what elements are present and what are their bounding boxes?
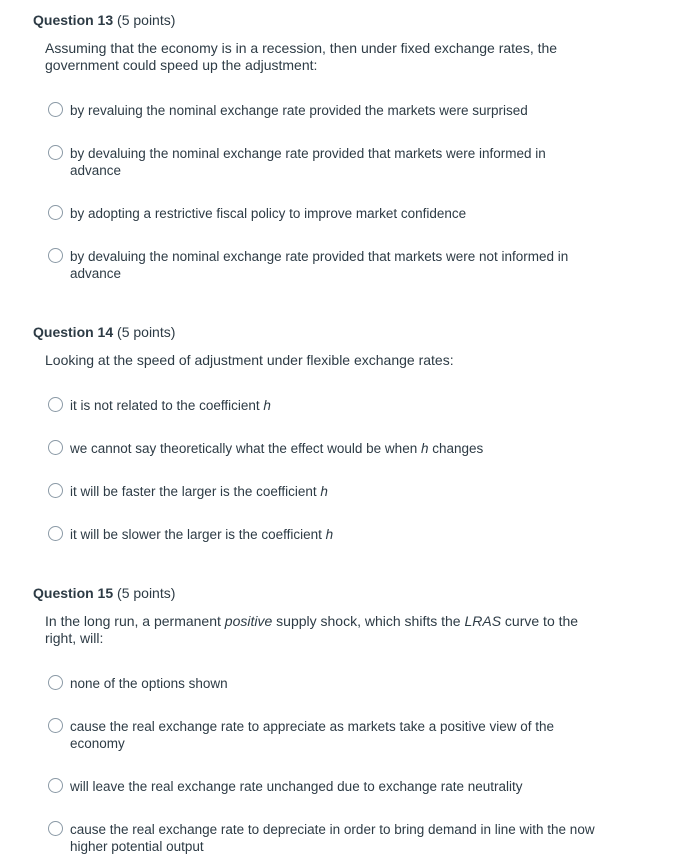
answer-label[interactable]: will leave the real exchange rate unchanged due to exchange rate neutrality: [70, 779, 523, 794]
question-number: Question 13: [33, 12, 114, 28]
radio-button[interactable]: [48, 397, 63, 412]
answer-label[interactable]: cause the real exchange rate to appreciate as markets take a positive view of the economy: [70, 719, 555, 751]
question-points: (5 points): [117, 585, 176, 601]
radio-button[interactable]: [48, 205, 63, 220]
answer-label[interactable]: by devaluing the nominal exchange rate provided that markets were informed in advance: [70, 146, 546, 178]
answer-label[interactable]: it is not related to the coefficient h: [70, 398, 271, 413]
radio-button[interactable]: [48, 718, 63, 733]
question-points: (5 points): [117, 324, 176, 340]
answer-label[interactable]: cause the real exchange rate to depreciate in order to bring demand in line with the now higher potential output: [70, 822, 595, 854]
question-title: [33, 585, 175, 602]
radio-button[interactable]: [48, 102, 63, 117]
radio-button[interactable]: [48, 248, 63, 263]
question-text: In the long run, a permanent positive supply shock, which shifts the LRAS curve to the right, will:: [45, 613, 579, 646]
question-number: Question 15: [33, 585, 114, 601]
radio-button[interactable]: [48, 778, 63, 793]
radio-button[interactable]: [48, 483, 63, 498]
radio-button[interactable]: [48, 440, 63, 455]
question-text: Looking at the speed of adjustment under flexible exchange rates:: [45, 352, 454, 368]
answer-label[interactable]: it will be faster the larger is the coefficient h: [70, 484, 328, 499]
question-title: [33, 324, 175, 341]
answer-label[interactable]: it will be slower the larger is the coefficient h: [70, 527, 334, 542]
answer-label[interactable]: none of the options shown: [70, 676, 228, 691]
answer-label[interactable]: by adopting a restrictive fiscal policy to improve market confidence: [70, 206, 467, 221]
question-number: Question 14: [33, 324, 114, 340]
question-text: Assuming that the economy is in a recession, then under fixed exchange rates, the government could speed up the adjustment:: [45, 40, 558, 73]
answer-label[interactable]: by revaluing the nominal exchange rate provided the markets were surprised: [70, 103, 528, 118]
answer-label[interactable]: we cannot say theoretically what the effect would be when h changes: [70, 441, 484, 456]
radio-button[interactable]: [48, 675, 63, 690]
radio-button[interactable]: [48, 145, 63, 160]
radio-button[interactable]: [48, 821, 63, 836]
question-title: [33, 12, 175, 29]
answer-label[interactable]: by devaluing the nominal exchange rate provided that markets were not informed in advance: [70, 249, 569, 281]
question-points: (5 points): [117, 12, 176, 28]
radio-button[interactable]: [48, 526, 63, 541]
